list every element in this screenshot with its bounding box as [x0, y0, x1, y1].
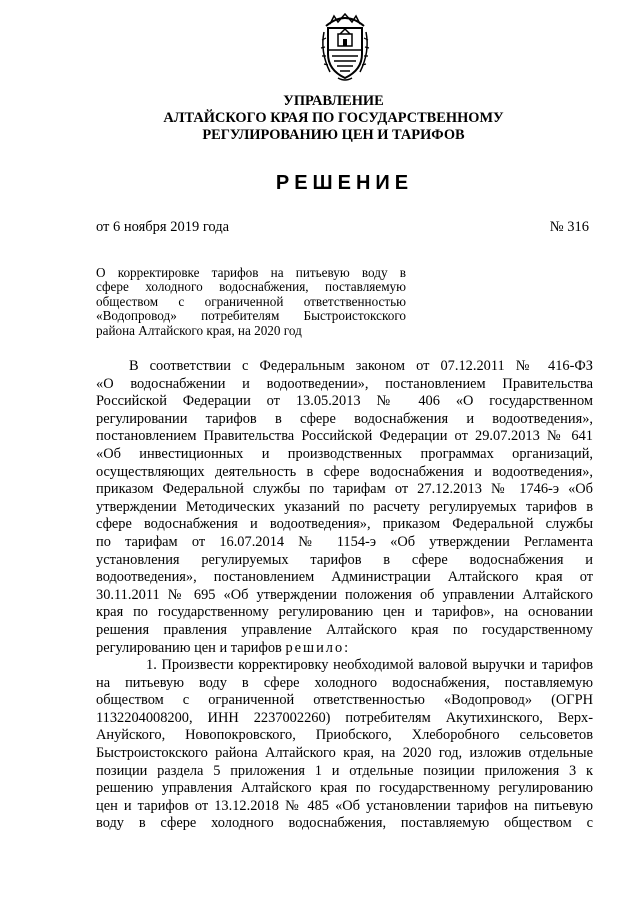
body-line: осуществляющих деятельность в сфере водоснабжения и водоотведения», [96, 463, 593, 480]
document-subject [96, 266, 406, 338]
body-line: решению управления Алтайского края по государственному регулированию [96, 780, 593, 797]
body-line: установления регулируемых тарифов в сфере водоснабжения и [96, 551, 593, 568]
document-body [96, 358, 593, 833]
agency-header-line: АЛТАЙСКОГО КРАЯ ПО ГОСУДАРСТВЕННОМУ [163, 110, 504, 126]
body-line: на питьевую воду в сфере холодного водоснабжения, поставляемую [96, 674, 593, 691]
agency-header-line: РЕГУЛИРОВАНИЮ ЦЕН И ТАРИФОВ [202, 127, 465, 143]
body-line: 1. Произвести корректировку необходимой валовой выручки и тарифов [146, 657, 593, 674]
document-date: от 6 ноября 2019 года [96, 219, 230, 235]
body-line: утверждении Методических указаний по расчету регулируемых тарифов в [96, 498, 593, 515]
subject-line: О корректировке тарифов на питьевую воду в [96, 265, 406, 280]
subject-line: сфере холодного водоснабжения, поставляемую [96, 279, 406, 295]
body-line: регулировании тарифов в сфере водоснабжения и водоотведения», [96, 410, 593, 427]
body-line: края по государственному регулированию цен и тарифов», на основании [96, 604, 593, 621]
body-line: Ануйского, Новопокровского, Приобского, Хлеборобного сельсоветов [96, 727, 593, 744]
body-line: «О водоснабжении и водоотведении», постановлением Правительства [96, 375, 593, 392]
body-line: Российской Федерации от 13.05.2013 № 406 «О государственном [96, 393, 593, 410]
body-line: решения правления управление Алтайского края по государственному [96, 621, 593, 638]
body-line: Быстроистокского района Алтайского края, на 2020 год, изложив отдельные [96, 745, 593, 762]
body-line: приказом Федеральной службы по тарифам от 27.12.2013 № 1746-э «Об [96, 481, 593, 498]
agency-header-line: УПРАВЛЕНИЕ [283, 93, 384, 109]
body-line [96, 640, 593, 658]
document-number: № 316 [549, 219, 589, 235]
body-line: 1132204008200, ИНН 2237002260) потребителям Акутихинского, Верх- [96, 709, 593, 726]
agency-header [0, 93, 639, 144]
body-line: водоотведения», постановлением Администрации Алтайского края от [96, 569, 593, 586]
body-line: В соответствии с Федеральным законом от 07.12.2011 № 416-ФЗ [129, 358, 593, 374]
subject-line: «Водопровод» потребителям Быстроистокского [96, 308, 406, 324]
body-line: «Об инвестиционных и производственных программах организаций, [96, 445, 593, 462]
body-line: сфере водоснабжения и водоотведения», приказом Федеральной службы [96, 516, 593, 533]
body-line: позиции раздела 5 приложения 1 и отдельные позиции приложения 3 к [96, 762, 593, 779]
subject-line: района Алтайского края, на 2020 год [96, 322, 302, 338]
body-line: цен и тарифов от 13.12.2018 № 485 «Об установлении тарифов на питьевую [96, 797, 593, 814]
coat-of-arms-icon [316, 12, 374, 82]
resolution-word: решило: [285, 639, 351, 656]
body-line: 30.11.2011 № 695 «Об утверждении положения об управлении Алтайского [96, 586, 593, 603]
body-line: воду в сфере холодного водоснабжения, поставляемую обществом с [96, 815, 593, 832]
document-title: РЕШЕНИЕ [275, 172, 414, 194]
body-line: обществом с ограниченной ответственностью «Водопровод» (ОГРН [96, 692, 593, 709]
body-line-text: регулированию цен и тарифов [96, 639, 282, 656]
body-line: постановлением Правительства Российской Федерации от 29.07.2013 № 641 [96, 428, 593, 445]
subject-line: обществом с ограниченной ответственностью [96, 293, 406, 309]
body-line: по тарифам от 16.07.2014 № 1154-э «Об утверждении Регламента [96, 533, 593, 550]
